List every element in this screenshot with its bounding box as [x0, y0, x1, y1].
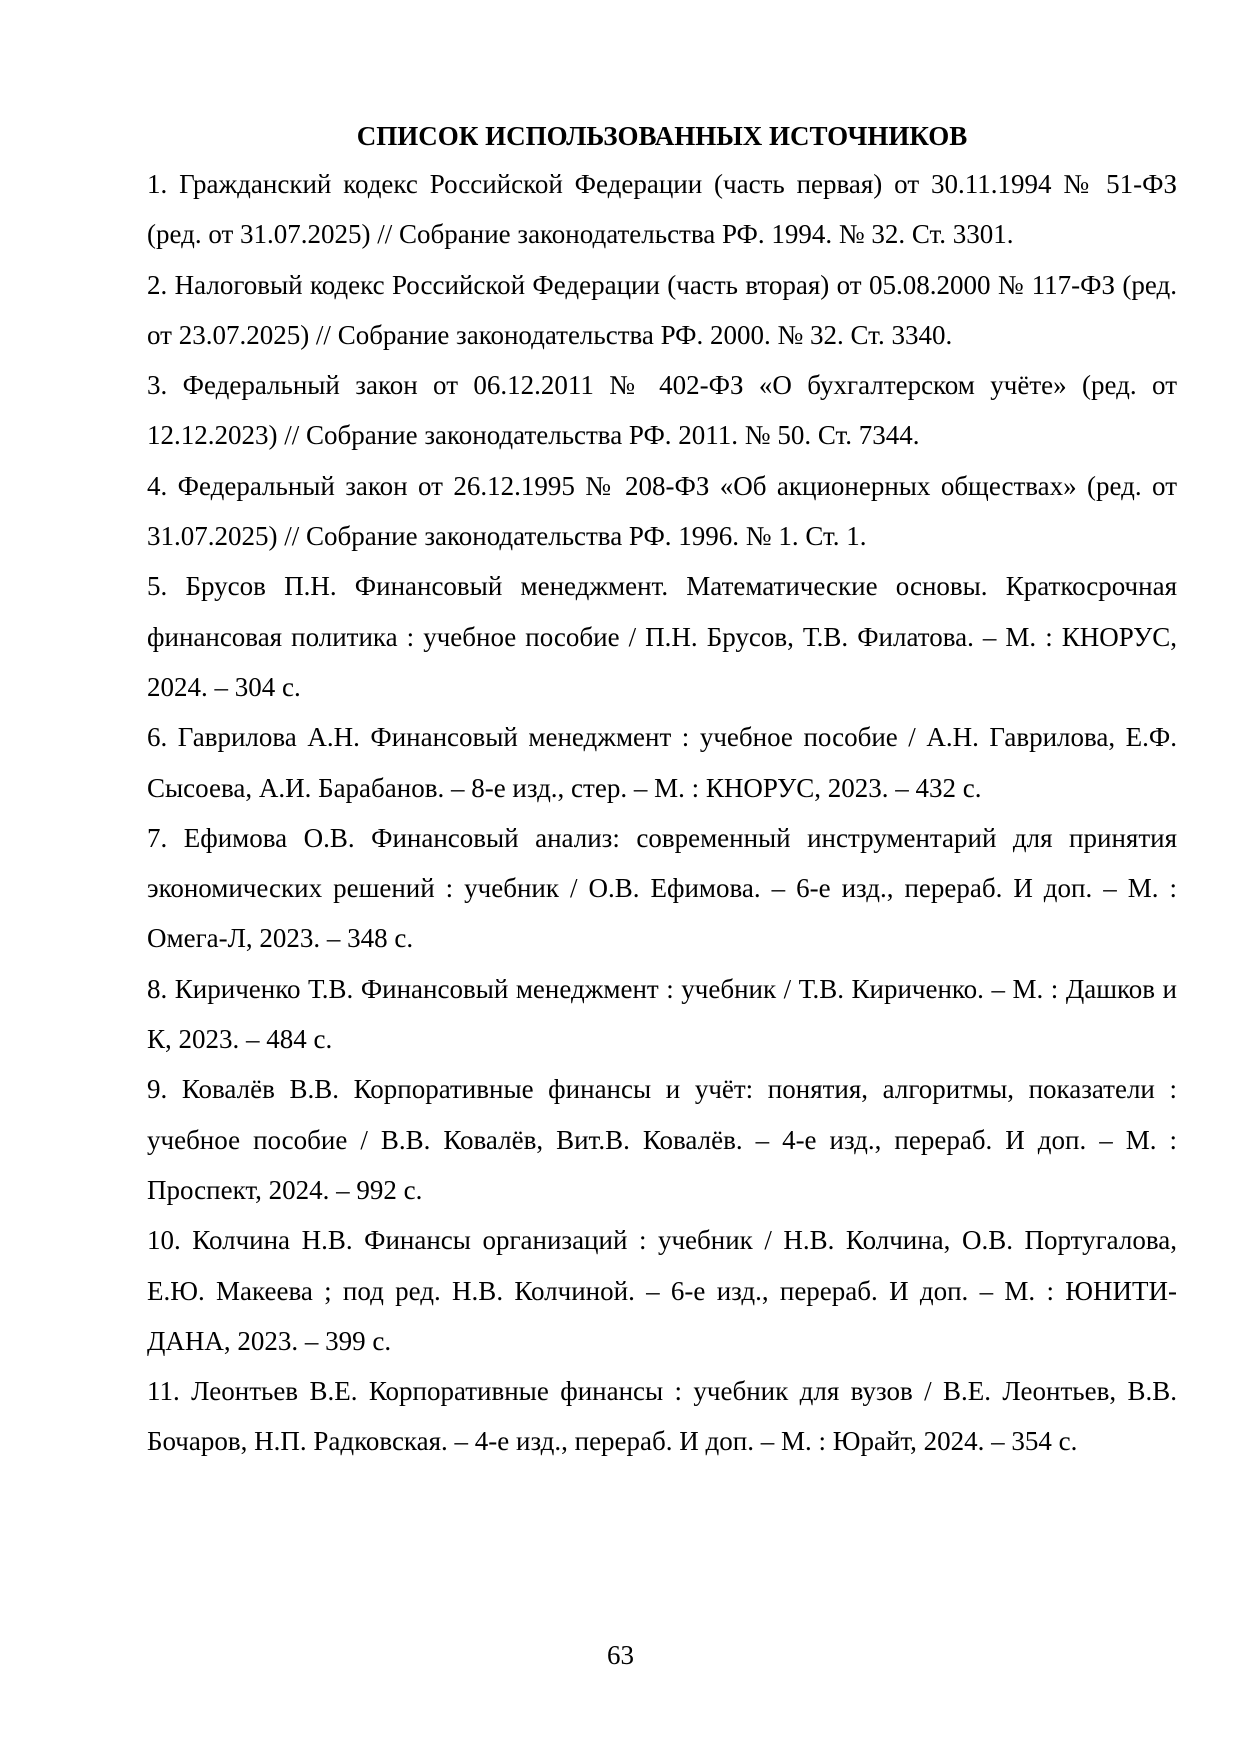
reference-item-9: 9. Ковалёв В.В. Корпоративные финансы и учёт: понятия, алгоритмы, показатели : учебное пособие / В.В. Ковалёв, Вит.В. Ковалёв. – 4-е изд., перераб. И доп. – М. : Проспект, 2024. – 992 с. — [147, 1074, 1177, 1205]
reference-item-6: 6. Гаврилова А.Н. Финансовый менеджмент : учебное пособие / А.Н. Гаврилова, Е.Ф. Сысоева, А.И. Барабанов. – 8-е изд., стер. – М. : КНОРУС, 2023. – 432 с. — [147, 722, 1177, 803]
reference-item-5: 5. Брусов П.Н. Финансовый менеджмент. Математические основы. Краткосрочная финансовая политика : учебное пособие / П.Н. Брусов, Т.В. Филатова. – М. : КНОРУС, 2024. – 304 с. — [147, 571, 1177, 702]
reference-list — [147, 159, 1177, 1467]
reference-item-11: 11. Леонтьев В.Е. Корпоративные финансы : учебник для вузов / В.Е. Леонтьев, В.В. Бочаров, Н.П. Радковская. – 4-е изд., перераб. И доп. – М. : Юрайт, 2024. – 354 с. — [147, 1376, 1177, 1457]
reference-item-7: 7. Ефимова О.В. Финансовый анализ: современный инструментарий для принятия экономических решений : учебник / О.В. Ефимова. – 6-е изд., перераб. И доп. – М. : Омега-Л, 2023. – 348 с. — [147, 822, 1177, 954]
page-title: СПИСОК ИСПОЛЬЗОВАННЫХ ИСТОЧНИКОВ — [356, 121, 968, 151]
reference-item-4: 4. Федеральный закон от 26.12.1995 № 208-ФЗ «Об акционерных обществах» (ред. от 31.07.2025) // Собрание законодательства РФ. 1996. № 1. Ст. 1. — [147, 470, 1177, 552]
reference-item-8: 8. Кириченко Т.В. Финансовый менеджмент : учебник / Т.В. Кириченко. – М. : Дашков и К, 2023. – 484 с. — [147, 973, 1177, 1055]
reference-item-3: 3. Федеральный закон от 06.12.2011 № 402-ФЗ «О бухгалтерском учёте» (ред. от 12.12.2023) // Собрание законодательства РФ. 2011. № 50. Ст. 7344. — [147, 370, 1177, 451]
page-number: 63 — [607, 1640, 634, 1670]
reference-item-10: 10. Колчина Н.В. Финансы организаций : учебник / Н.В. Колчина, О.В. Португалова, Е.Ю. Макеева ; под ред. Н.В. Колчиной. – 6-е изд., перераб. И доп. – М. : ЮНИТИ-ДАНА, 2023. – 399 с. — [147, 1225, 1177, 1356]
reference-item-2: 2. Налоговый кодекс Российской Федерации (часть вторая) от 05.08.2000 № 117-ФЗ (ред. от 23.07.2025) // Собрание законодательства РФ. 2000. № 32. Ст. 3340. — [147, 269, 1177, 350]
reference-item-1: 1. Гражданский кодекс Российской Федерации (часть первая) от 30.11.1994 № 51-ФЗ (ред. от 31.07.2025) // Собрание законодательства РФ. 1994. № 32. Ст. 3301. — [147, 169, 1177, 250]
